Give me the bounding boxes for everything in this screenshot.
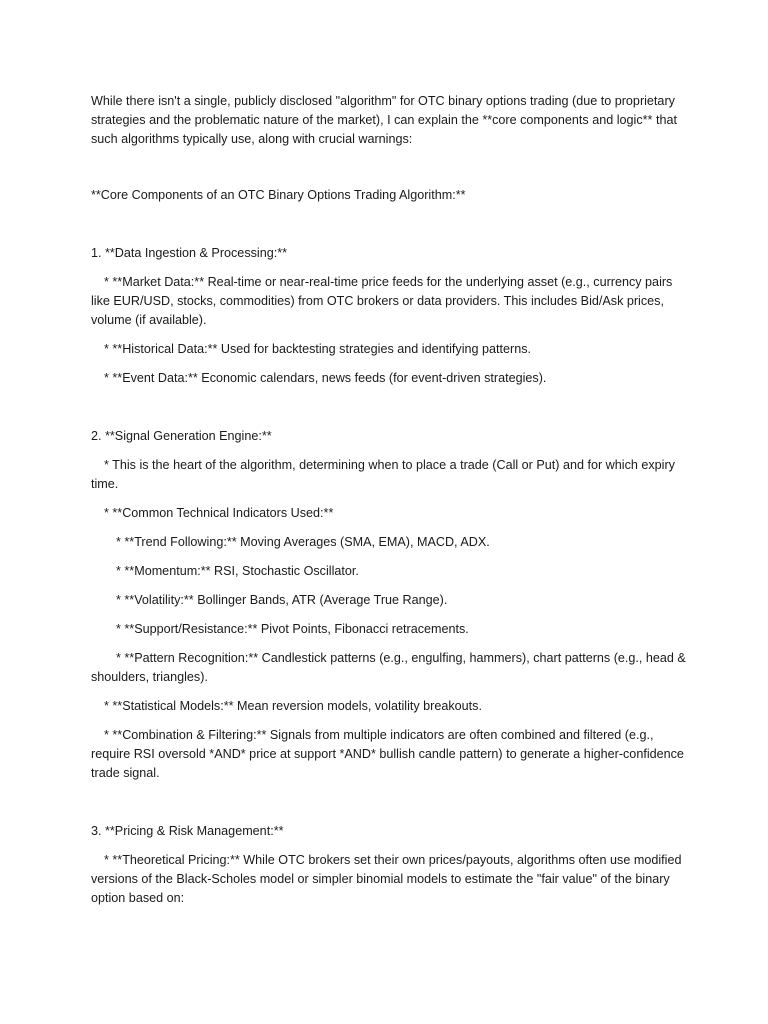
list-item: * **Market Data:** Real-time or near-real-time price feeds for the underlying asset (e.g., currency pairs like EUR/USD, stocks, commodities) from OTC brokers or data providers. This includes Bid/Ask prices, volume (if available). xyxy=(91,275,673,327)
document-body xyxy=(91,92,691,918)
intro-paragraph: While there isn't a single, publicly disclosed "algorithm" for OTC binary options trading (due to proprietary strategies and the problematic nature of the market), I can explain the **core components and logic** that such algorithms typically use, along with crucial warnings: xyxy=(91,94,677,146)
list-item: * **Support/Resistance:** Pivot Points, Fibonacci retracements. xyxy=(116,622,469,636)
list-item: * **Pattern Recognition:** Candlestick patterns (e.g., engulfing, hammers), chart patterns (e.g., head & shoulders, triangles). xyxy=(91,651,686,684)
section-title: 2. **Signal Generation Engine:** xyxy=(91,429,272,443)
list-item: * **Momentum:** RSI, Stochastic Oscillator. xyxy=(116,564,359,578)
list-item: * This is the heart of the algorithm, determining when to place a trade (Call or Put) and for which expiry time. xyxy=(91,458,675,491)
section-title: 3. **Pricing & Risk Management:** xyxy=(91,824,284,838)
list-item: * **Statistical Models:** Mean reversion models, volatility breakouts. xyxy=(104,699,482,713)
list-item: * **Historical Data:** Used for backtesting strategies and identifying patterns. xyxy=(104,342,532,356)
main-heading: **Core Components of an OTC Binary Options Trading Algorithm:** xyxy=(91,188,466,202)
list-item: * **Common Technical Indicators Used:** xyxy=(104,506,334,520)
list-item: * **Combination & Filtering:** Signals from multiple indicators are often combined and filtered (e.g., require RSI oversold *AND* price at support *AND* bullish candle pattern) to generate a higher-confidence trade signal. xyxy=(91,728,684,780)
list-item: * **Event Data:** Economic calendars, news feeds (for event-driven strategies). xyxy=(104,371,547,385)
section-title: 1. **Data Ingestion & Processing:** xyxy=(91,246,288,260)
list-item: * **Volatility:** Bollinger Bands, ATR (Average True Range). xyxy=(116,593,448,607)
list-item: * **Theoretical Pricing:** While OTC brokers set their own prices/payouts, algorithms often use modified versions of the Black-Scholes model or simpler binomial models to estimate the "fair value" of the binary option based on: xyxy=(91,853,682,905)
list-item: * **Trend Following:** Moving Averages (SMA, EMA), MACD, ADX. xyxy=(116,535,490,549)
